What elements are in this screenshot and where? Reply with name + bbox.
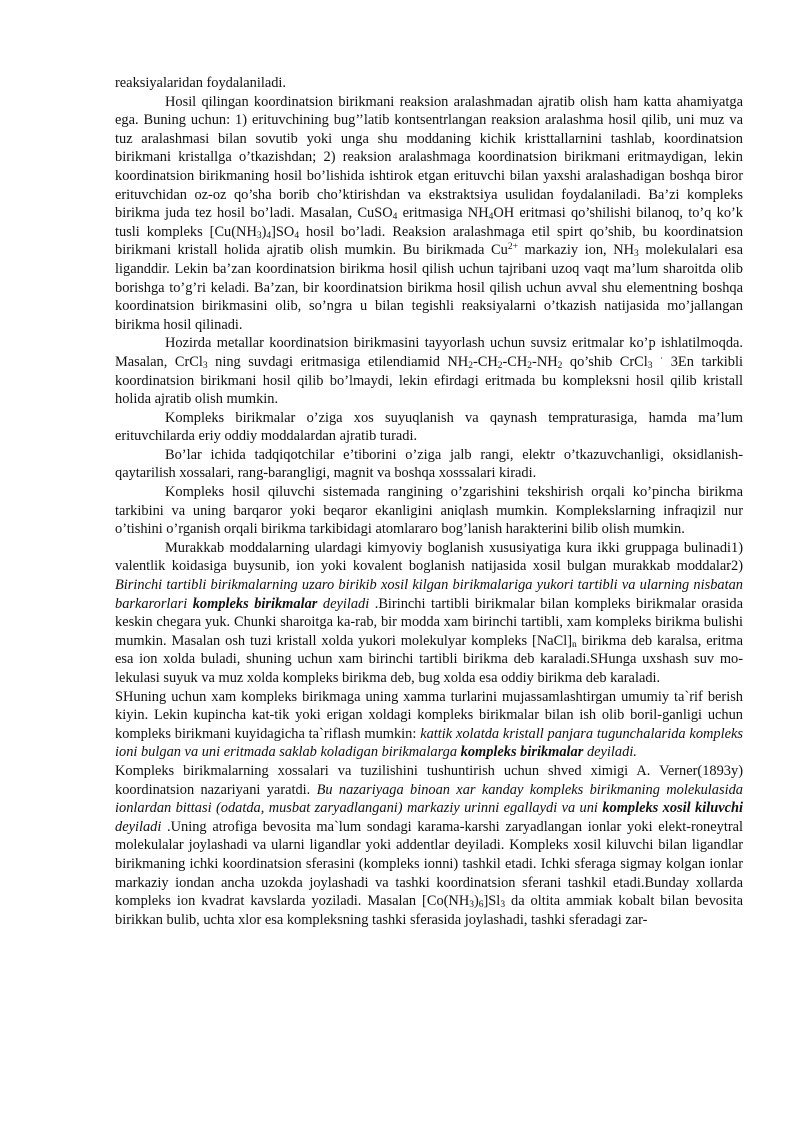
subscript: 3: [647, 360, 653, 371]
text-run: .Uning atrofiga bevosita ma`lum sondagi karama-karshi zaryadlangan ionlar yoki elekt-roneytral molekulalar joylashadi va ularni ligandlar yoki addentlar deyiladi. Kompleks xosil kiluvchi bilan ligandlar birikmaning ichki koordinatsion sferasini (kompleks ionni) tashkil etadi. Ichki sferaga sigmay kolgan ionlar markaziy iondan ancha uzokda joylashadi va tashki koordinatsion sferani tashkil etadi.Bunday xollarda kompleks ion kvadrat kavslarda yoziladi. Masalan [Co(NH: [115, 818, 743, 910]
term-highlight: kompleks birikmalar: [192, 595, 318, 612]
text-run: Bu nazariyaga binoan xar kanday kompleks birikmaning molekulasida ionlardan bittasi (odatda, musbat zaryadlangani) markaziy urinni egallaydi va uni: [115, 781, 743, 817]
text-run: [653, 353, 664, 370]
subscript: 3: [633, 249, 639, 260]
paragraph: [115, 93, 743, 335]
paragraph: [115, 409, 743, 446]
text-run: deyiladi: [317, 595, 370, 612]
text-run: -CH: [472, 353, 498, 370]
paragraph: [115, 74, 743, 93]
term-highlight: kompleks xosil kiluvchi: [602, 800, 743, 817]
text-run: ]Sl: [483, 893, 501, 910]
subscript: n: [572, 639, 577, 650]
text-run: hosil bo’ladi. Reaksion aralashmaga etil spirt qo’shib, bu koordinatsion birikmani kristall holida ajratib olish mumkin. Bu birikmada Cu: [115, 223, 744, 259]
text-run: Bo’lar ichida tadqiqotchilar e’tiborini o’ziga jalb rangi, elektr o’tkazuvchanligi, oksidlanish-qaytarilish xossalari, rang-barangligi, magnit va boshqa xosssalari kiradi.: [115, 446, 743, 482]
text-run: ): [473, 893, 479, 910]
subscript: 3: [500, 900, 506, 911]
superscript: 2+: [507, 242, 518, 253]
paragraph: [115, 688, 743, 762]
text-run: Kompleks hosil qiluvchi sistemada rangining o’zgarishini tekshirish orqali ko’pincha birikma tarkibini va uning barqaror yoki beqaror ekanligini aniqlash mumkin. Komplekslarning infraqizil nur o’tishini o’rganish orqali birikma tarkibidagi atomlararo bog’lanish harakterini bilib olish mumkin.: [115, 484, 743, 538]
text-run: markaziy ion, NH: [517, 242, 634, 259]
text-run: da oltita ammiak kobalt bilan bevosita birikkan bulib, uchta xlor esa kompleksning tashki sferasida joylashadi, tashki sferadagi zar-: [115, 893, 743, 928]
subscript: 4: [294, 230, 300, 241]
text-run: 3En tarkibli koordinatsion birikmani hosil qilib bo’lmaydi, lekin efirdagi eritmada bu kompleksni hosil qilib kristall holida ajratib olish mumkin.: [115, 353, 743, 408]
paragraph: [115, 539, 743, 688]
text-run: eritmasiga NH: [397, 205, 489, 222]
subscript: 4: [266, 230, 272, 241]
paragraph: [115, 483, 743, 539]
term-highlight: kompleks birikmalar: [460, 744, 584, 761]
text-run: birikma deb karalsa, eritma esa ion xolda buladi, shuning uchun xam birinchi tartibli birikma deb karaladi.SHunga uxshash suv mo-lekulasi suyuk va muz xolda kompleks birikma deb, bug xolda esa oddiy birikma deb karaladi.: [115, 632, 744, 686]
paragraph: [115, 762, 743, 929]
text-run: Murakkab moddalarning ulardagi kimyoviy boglanish xususiyatiga kura ikki gruppaga bulinadi1) valentlik koidasiga buysunib, ion yoki kovalent boglanish natijasida xosil bulgan murakkab moddalar2): [115, 539, 743, 575]
text-run: qo’shib CrCl: [562, 353, 648, 370]
superscript: ·: [660, 353, 664, 364]
text-run: Hosil qilingan koordinatsion birikmani reaksion aralashmadan ajratib olish ham katta ahamiyatga ega. Buning uchun: 1) erituvchining bug’’latib kontsentrlangan reaksion aralashma hosil qilib, uni muz va tuz aralashmasi bilan sovutib yoki unga shu moddaning kichik kristtallarnini tashlab, koordinatsion birikmani kristallga o’tkazishdan; 2) reaksion aralashmaga koordinatsion birikmani eritmaydigan, lekin koordinatsion birikmaning hosil bo’lishida ishtirok etgan erituvchi bilan yaxshi aralashadigan boshqa biror erituvchidan oz-oz qo’sha borib cho’ktirishdan va ekstraktsiya usulidan foydalaniladi. Ba’zi kompleks birikma juda tez hosil bo’ladi. Masalan, CuSO: [115, 93, 743, 222]
text-run: reaksiyalaridan foydalaniladi.: [115, 75, 287, 91]
text-run: molekulalari esa liganddir. Lekin ba’zan koordinatsion birikma hosil qilish uchun tajribani uzoq vaqt ma’lum sharoitda olib borishga to’g’ri keladi. Ba’zan, bir koordinatsion birikma hosil qilish uchun avval shu elementning boshqa koordinatsion birikmasini olib, so’ngra u bilan tegishli reaksiyalarni o’tkazish natijasida mo’jallangan birikma hosil qilinadi.: [115, 242, 744, 333]
text-run: -NH: [532, 353, 558, 370]
text-run: .Birinchi tartibli birikmalar bilan kompleks birikmalar orasida keskin chegara yuk. Chunki sharoitga ka-rab, bir modda xam birinchi tartibli, xam kompleks birikma bulishi mumkin. Masalan osh tuzi kristall xolda yukori molekulyar kompleks [NaCl]: [115, 595, 744, 649]
subscript: 6: [478, 900, 484, 911]
subscript: 2: [468, 360, 473, 371]
text-run: ning suvdagi eritmasiga etilendiamid NH: [207, 353, 469, 370]
subscript: 2: [557, 360, 563, 371]
text-run: Birinchi tartibli birikmalarning uzaro birikib xosil kilgan birikmalariga yukori tartibli va ularning nisbatan barkarorlari: [115, 577, 743, 612]
subscript: 3: [469, 900, 474, 911]
subscript: 2: [527, 360, 533, 371]
text-run: deyiladi: [115, 818, 162, 835]
text-run: SHuning uchun xam kompleks birikmaga uning xamma turlarini mujassamlashtirgan umumiy ta`rif berish kiyin. Lekin kupincha kat-tik yoki erigan xoldagi kompleks birikmalar bilan ish olib boril-ganligi uchun kompleks birikmani kuyidagicha ta`riflash mumkin:: [115, 688, 743, 742]
text-run: ): [261, 223, 267, 240]
text-run: OH eritmasi qo’shilishi bilanoq, to’q ko’k tusli kompleks [Cu(NH: [115, 205, 743, 240]
subscript: 2: [497, 360, 503, 371]
text-run: -CH: [502, 353, 528, 370]
text-run: Kompleks birikmalar o’ziga xos suyuqlanish va qaynash tempraturasiga, hamda ma’lum erituvchilarda eriy oddiy moddalardan ajratib turadi.: [115, 409, 743, 445]
text-run: ]SO: [271, 223, 295, 240]
paragraph: [115, 446, 743, 483]
subscript: 3: [202, 360, 208, 371]
subscript: 4: [392, 212, 398, 223]
paragraph: [115, 334, 743, 408]
text-run: Kompleks birikmalarning xossalari va tuzilishini tushuntirish uchun shved ximigi A. Verner(1893y) koordinatsion nazariyani yaratdi.: [115, 762, 743, 798]
subscript: 4: [488, 212, 494, 223]
text-run: deyiladi.: [583, 744, 637, 761]
subscript: 3: [256, 230, 262, 241]
text-run: kattik xolatda kristall panjara tugunchalarida kompleks ioni bulgan va uni eritmada saklab koladigan birikmalarga: [115, 725, 743, 761]
text-run: Hozirda metallar koordinatsion birikmasini tayyorlash uchun suvsiz eritmalar ko’p ishlatilmoqda. Masalan, CrCl: [115, 335, 743, 370]
document-page: [115, 74, 743, 929]
